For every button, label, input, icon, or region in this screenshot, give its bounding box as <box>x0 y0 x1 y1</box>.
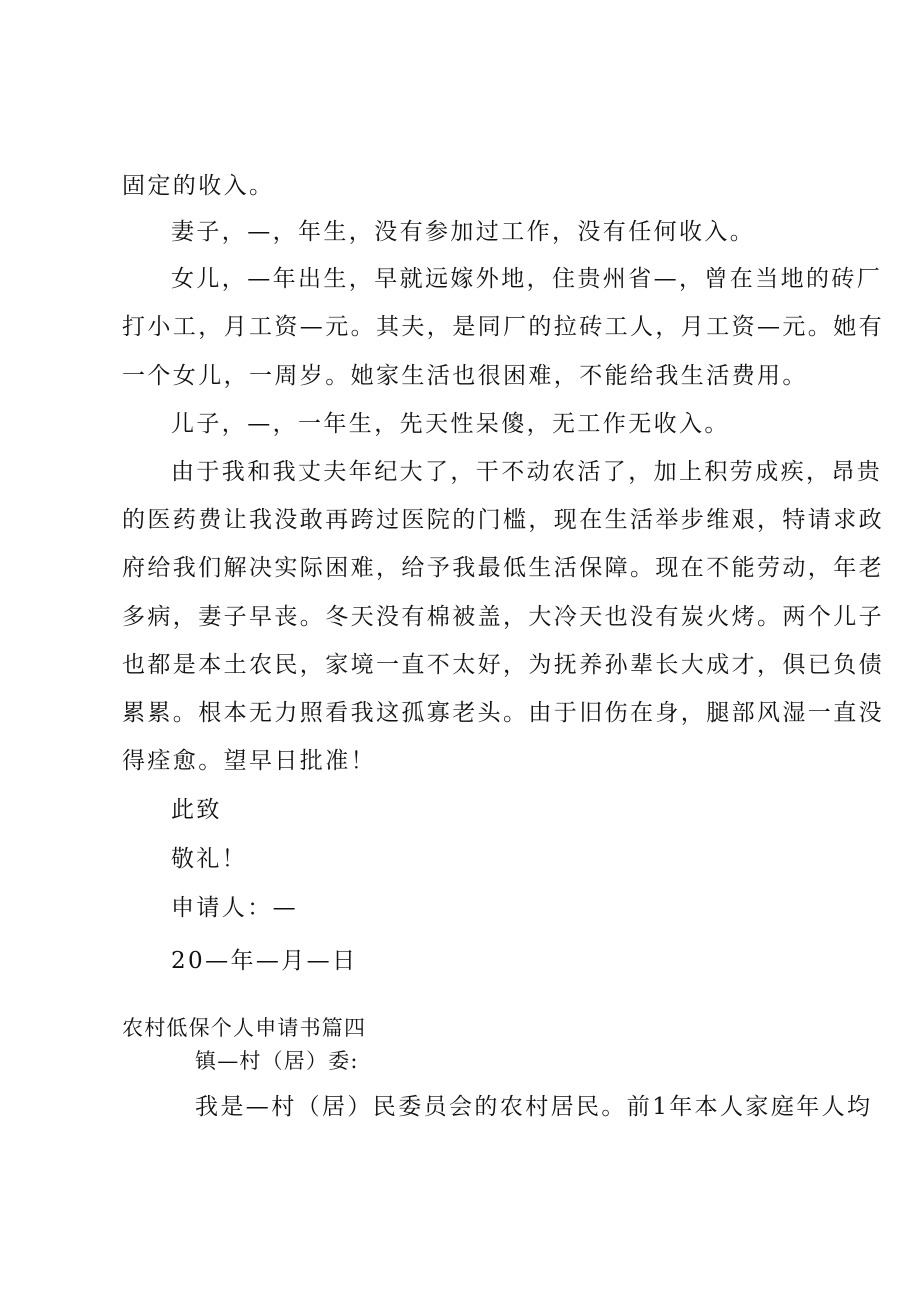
closing-line: 此致 <box>171 797 222 823</box>
text-line: 多病，妻子早丧。冬天没有棉被盖，大冷天也没有炭火烤。两个儿子 <box>122 604 884 630</box>
text-line: 府给我们解决实际困难，给予我最低生活保障。现在不能劳动，年老 <box>122 555 884 581</box>
text-line: 妻子，—，年生，没有参加过工作，没有任何收入。 <box>171 219 756 245</box>
closing-line: 敬礼！ <box>171 846 248 872</box>
text-line: 固定的收入。 <box>122 173 275 199</box>
text-line: 我是—村（居）民委员会的农村居民。前1年本人家庭年人均 <box>195 1094 873 1120</box>
text-line: 得痊愈。望早日批准！ <box>122 748 376 774</box>
addressee-line: 镇—村（居）委: <box>195 1049 359 1073</box>
text-line: 的医药费让我没敢再跨过医院的门槛，现在生活举步维艰，特请求政 <box>122 507 884 533</box>
text-line: 也都是本土农民，家境一直不太好，为抚养孙辈长大成才，俱已负债 <box>122 652 884 678</box>
text-line: 打小工，月工资—元。其夫，是同厂的拉砖工人，月工资—元。她有 <box>122 314 884 340</box>
text-line: 儿子，—，一年生，先天性呆傻，无工作无收入。 <box>171 411 730 437</box>
text-line: 一个女儿，一周岁。她家生活也很困难，不能给我生活费用。 <box>122 363 808 389</box>
section-title: 农村低保个人申请书篇四 <box>122 1016 367 1040</box>
text-line: 由于我和我丈夫年纪大了，干不动农活了，加上积劳成疾，昂贵 <box>171 459 883 485</box>
signature-line: 申请人：— <box>171 895 298 921</box>
text-line: 女儿，—年出生，早就远嫁外地，住贵州省—，曾在当地的砖厂 <box>171 266 883 292</box>
text-line: 累累。根本无力照看我这孤寡老头。由于旧伤在身，腿部风湿一直没 <box>122 700 884 726</box>
date-line: 20—年—月—日 <box>171 948 358 974</box>
